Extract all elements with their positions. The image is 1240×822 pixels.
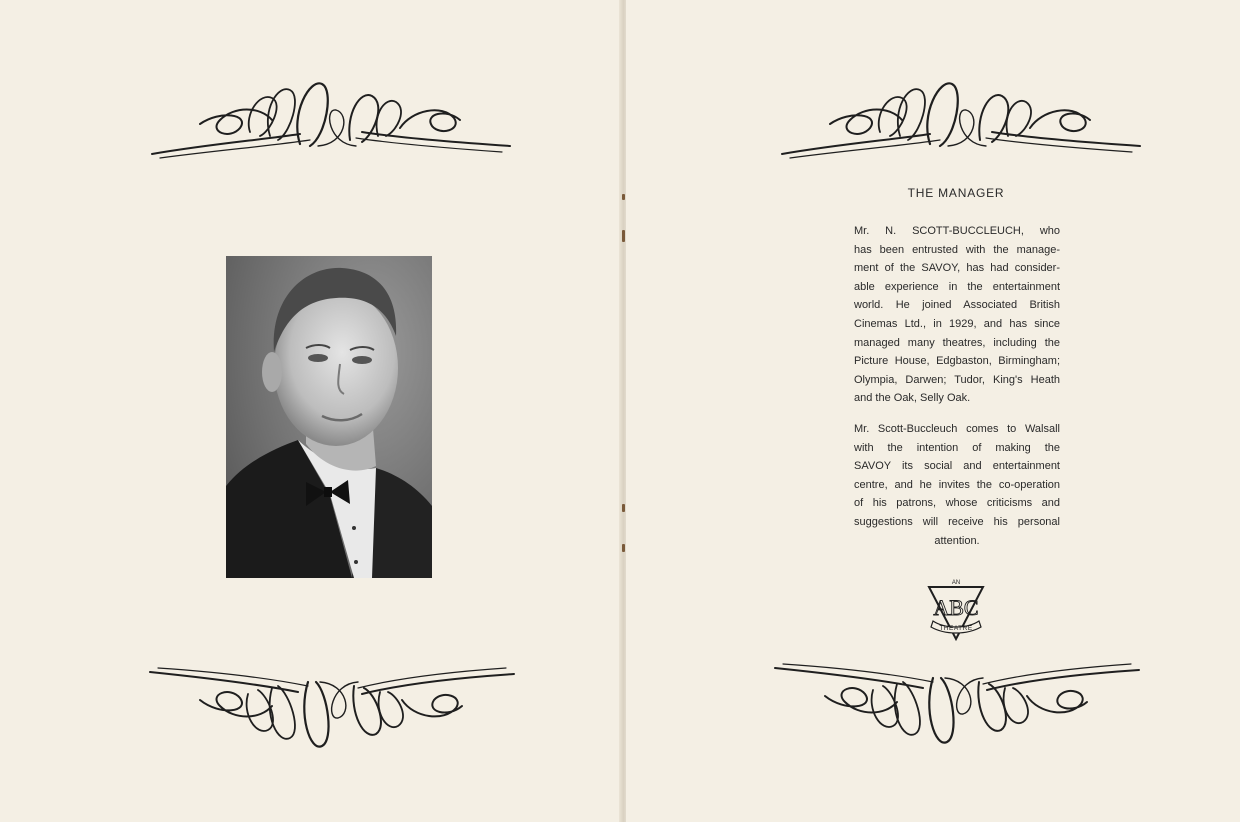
manager-paragraph-1 — [854, 222, 1060, 408]
section-title: THE MANAGER — [907, 186, 1005, 200]
text-line: Olympia, Darwen; Tudor, King's Heath — [854, 373, 1060, 386]
text-line: suggestions will receive his personal — [854, 515, 1060, 528]
bottom-flourish-left — [148, 664, 516, 756]
staple-mark-1 — [622, 194, 625, 200]
text-line: Mr. Scott-Buccleuch comes to Walsall — [854, 423, 1060, 435]
top-flourish-right — [780, 74, 1142, 164]
text-line: world. He joined Associated British — [854, 299, 1060, 312]
abc-theatre-logo — [925, 577, 987, 641]
logo-letters: ABC — [933, 595, 979, 620]
text-line: with the intention of making the — [854, 441, 1060, 454]
manager-paragraph-2 — [854, 420, 1060, 550]
text-line: SAVOY its social and entertainment — [854, 460, 1060, 473]
staple-mark-4 — [622, 544, 625, 552]
text-line: and the Oak, Selly Oak. — [854, 392, 971, 405]
portrait-photo — [226, 256, 432, 578]
text-line: has been entrusted with the manage- — [854, 243, 1060, 256]
text-line: able experience in the entertainment — [854, 280, 1060, 293]
text-line: attention. — [934, 534, 980, 547]
staple-mark-3 — [622, 504, 625, 512]
top-flourish-left — [150, 74, 512, 164]
text-line: Cinemas Ltd., in 1929, and has since — [854, 317, 1060, 330]
logo-top-text: AN — [951, 580, 961, 586]
staple-mark-2 — [622, 230, 625, 242]
text-line: Mr. N. SCOTT-BUCCLEUCH, who — [854, 225, 1060, 237]
text-line: of his patrons, whose criticisms and — [854, 497, 1060, 510]
text-line: ment of the SAVOY, has had consider- — [854, 262, 1060, 275]
bottom-flourish-right — [770, 660, 1144, 752]
text-line: managed many theatres, including the — [854, 336, 1060, 349]
text-line: centre, and he invites the co-operation — [854, 478, 1060, 491]
text-line: Picture House, Edgbaston, Birmingham; — [854, 355, 1060, 368]
logo-bottom-text: THEATRE — [939, 625, 973, 632]
